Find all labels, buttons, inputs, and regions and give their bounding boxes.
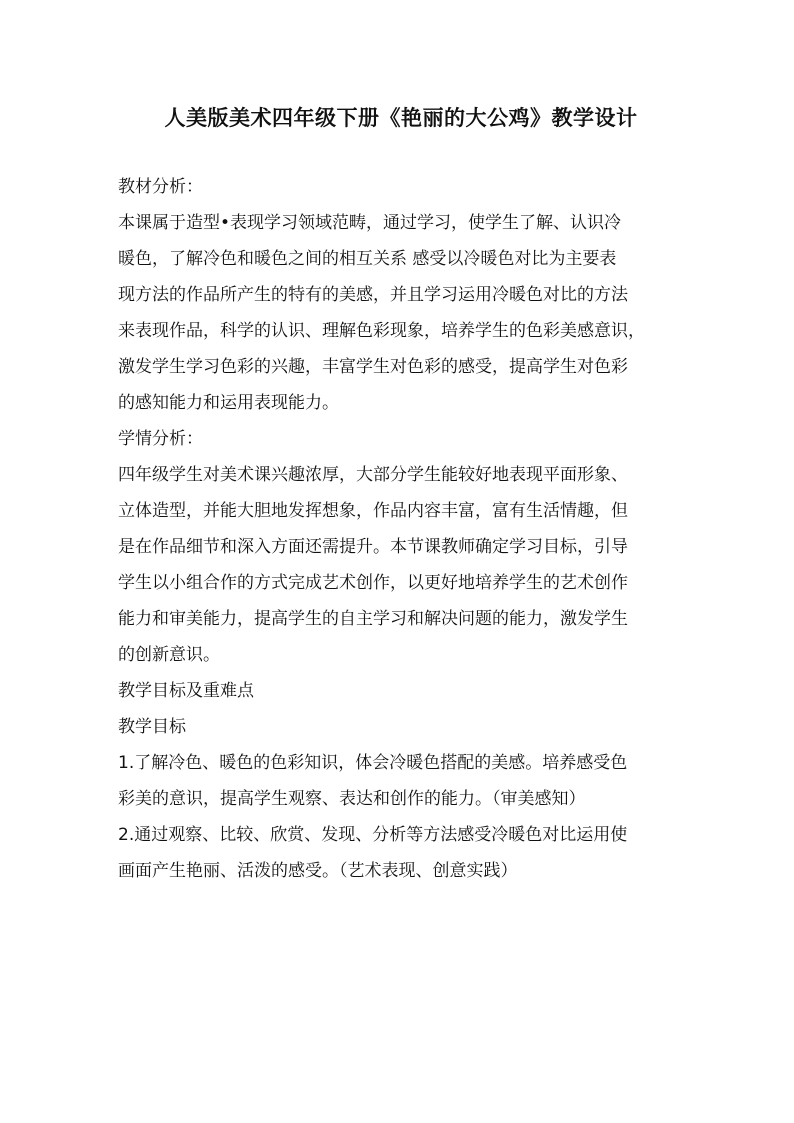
section-heading-student: 学情分析：: [118, 429, 203, 449]
paragraph-line: 激发学生学习色彩的兴趣，丰富学生对色彩的感受，提高学生对色彩: [118, 357, 628, 377]
section-heading-goals: 教学目标及重难点: [118, 681, 254, 701]
paragraph-line: 四年级学生对美术课兴趣浓厚，大部分学生能较好地表现平面形象、: [118, 465, 628, 485]
paragraph-line: 现方法的作品所产生的特有的美感，并且学习运用冷暖色对比的方法: [118, 285, 628, 305]
goal-line: 彩美的意识，提高学生观察、表达和创作的能力。（审美感知）: [118, 789, 586, 809]
goal-line: 2.通过观察、比较、欣赏、发现、分析等方法感受冷暖色对比运用使: [118, 825, 628, 845]
document-body: [118, 169, 684, 889]
paragraph-line: 能力和审美能力，提高学生的自主学习和解决问题的能力，激发学生: [118, 609, 628, 629]
section-heading-material: 教材分析：: [118, 177, 203, 197]
paragraph-line: 本课属于造型•表现学习领域范畴，通过学习，使学生了解、认识冷: [118, 213, 622, 233]
document-title: 人美版美术四年级下册《艳丽的大公鸡》教学设计: [164, 106, 638, 130]
paragraph-line: 的创新意识。: [118, 645, 220, 665]
paragraph-line: 暖色，了解冷色和暖色之间的相互关系 感受以冷暖色对比为主要表: [118, 249, 617, 269]
paragraph-line: 立体造型，并能大胆地发挥想象，作品内容丰富，富有生活情趣，但: [118, 501, 628, 521]
goal-line: 1.了解冷色、暖色的色彩知识，体会冷暖色搭配的美感。培养感受色: [118, 753, 628, 773]
paragraph-line: 学生以小组合作的方式完成艺术创作，以更好地培养学生的艺术创作: [118, 573, 628, 593]
paragraph-line: 是在作品细节和深入方面还需提升。本节课教师确定学习目标，引导: [118, 537, 628, 557]
section-subheading-goals: 教学目标: [118, 717, 186, 737]
paragraph-line: 来表现作品，科学的认识、理解色彩现象，培养学生的色彩美感意识，: [118, 321, 645, 341]
goal-line: 画面产生艳丽、活泼的感受。（艺术表现、创意实践）: [118, 861, 518, 881]
paragraph-line: 的感知能力和运用表现能力。: [118, 393, 339, 413]
